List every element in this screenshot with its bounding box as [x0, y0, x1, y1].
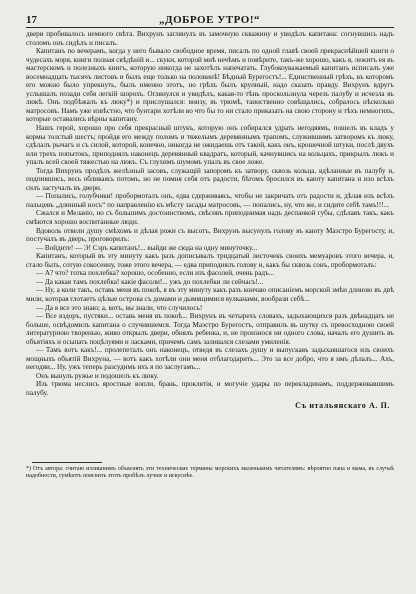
paragraph: Капитанъ, который въ эту минуту какъ разъ дописывалъ тридцатый листочекъ своихъ мемуаровъ этого вечера, и, стало быть, сотую сокосеину, тоже этого вечера, — едва приподнялъ голову и, какъ бы сквозь сонъ, пробормоталъ:	[26, 252, 394, 269]
paragraph: двери пробивалось немного свѣта. Вихрунъ заглянулъ въ замочную скважину и увидѣлъ капитана: согнувшись надъ столомъ онъ сидѣлъ и писалъ.	[26, 30, 394, 47]
paragraph: Сжался и Меланіо, но съ большимъ достоинствомъ, свѣсивъ приподнимая надъ деспанкой губы, сдѣлавъ такъ, какъ смѣются хорошо воспитанные люди.	[26, 209, 394, 227]
paragraph: — Ну, а коли такъ, оставь меня въ покоѣ, я въ эту минуту какъ разъ кончаю описаніемъ морской змѣи длиною въ двѣ мили, которая глотаетъ цѣлые острова съ домами и дымящимися вулканами, вообрази себѣ...	[26, 286, 394, 303]
paragraph: Тогда Вихрунъ продѣлъ желѣзный засовъ, служащій запоромъ къ затвору, сквозь кольца, вдѣланные въ палубу и, подпившись, весь обливаясь потомъ, но не помня себя отъ радости, бѣгомъ бросился въ каюту капитана и изо всѣхъ силъ застучалъ въ двери.	[26, 166, 394, 192]
article-body	[26, 30, 394, 398]
paragraph: — Войдите! — Э! Сэръ капитанъ!... выйди же сюда на одну минуточку...	[36, 243, 258, 252]
footnote: *) Отъ автора: считаю излишнимъ объяснять эти технические термины морскихъ маленькимъ читателямъ: вѣроятно папа и мама, въ случаѣ надобности, сумѣютъ пояснить этотъ пробѣлъ лучше и искуснѣе.	[26, 465, 394, 479]
paragraph: — Все вздоръ, пустяки... оставь меня въ покоѣ... Вихрунъ въ четырехъ словахъ, задыхающихся разъ двѣнадцать не больше, освѣдомилъ капитана о случившемся. Тогда Маэстро Бурегостъ, отправилъ въ шутку съ превосходною своей литературною творенью, живо открылъ двери, обнялъ ребенка, и, не произнося ни одного слова, началъ его душить въ объятіяхъ и осыпать поцѣлуями и ласками, причемъ самъ заливался слезами умиленія.	[26, 312, 394, 346]
paragraph: — Попались, голубчики! пробормоталъ онъ, едва сдерживаясь, чтобы не закричать отъ радости и, дѣлая изъ всѣхъ пальцевъ „длинный носъ“ по направленію къ мѣсту засады матросовъ, — попались, ну, что же, и сидите себѣ тамъ!!!...	[26, 192, 394, 209]
paragraph: — Да какая тамъ похлебка! какіе фасоли!... ужъ до похлебки ли сейчасъ!...	[36, 277, 264, 286]
page-header	[26, 14, 394, 28]
footnote-divider	[32, 462, 102, 463]
paragraph: — Да я все это знаю; а, вотъ, вы знали, что случилось!	[36, 303, 203, 312]
journal-title: „ДОБРОЕ УТРО!“	[159, 14, 260, 26]
paragraph: Изъ трюма неслись яростные вопли, брань, проклятія, и могучіе удары по перекладинамъ, поддерживавшимъ палубу.	[26, 380, 394, 397]
paragraph: — А? что? тотка похлебка? хорошо, особенно, если изъ фасолей, очень радъ...	[36, 269, 275, 278]
paragraph: Капитанъ по вечерамъ, когда у него бывало свободное время, писалъ по одной главѣ своей прекраснѣйшей книги о чудесахъ моря, книги полная свѣдѣній и... скуки, которой мнѣ нечѣмъ и повѣрите, такъ-же хорошо, какъ я, лежитъ ея въ мастерскомъ и полезныхъ книгъ, которую никогда не захотѣлъ напечатать. Глубокоуважаемый капитанъ исписалъ уже восемнадцать тысячъ листовъ и былъ еще только на половинѣ! Бѣдный Бурегостъ!... Единственный грѣхъ, въ которомъ его можно было упрекнуть, былъ именно этотъ, но грѣхъ былъ крупный, надо сказать правду. Вихрунъ вдругъ услышалъ позади себя легкій шорохъ. Оглянулся и увидѣлъ, какая-то тѣнь проскользнула черезъ палубу и исчезла въ люкѣ. Онъ подбѣжалъ къ люку*) и прислушался: внизу, въ трюмѣ, таинственно совѣщались, собралось нѣсколько матросовъ. Намъ уже извѣстно, что бунтари хотѣли во что бы то ни стало приказать на свою сторону и тѣхъ немногихъ, которые оставались вѣрны капитану.	[26, 47, 394, 124]
paragraph: — Тамъ вотъ какъ!... пролепеталъ онъ наконецъ, отведя въ слезахъ душу и выпускавъ задыхавшагося изъ своихъ мощныхъ объятій Вихруна, — вотъ какъ хотѣли они меня отблагодарить... Это за все добро, что я имъ дѣлалъ... Ахъ, негодяи... Ну, ужъ теперь разсудимъ ихъ я по заслугамъ...	[26, 346, 394, 372]
paragraph: Онъ вынулъ ружье и подошелъ къ люку.	[36, 371, 159, 380]
paragraph: Вдоволь отвели душу смѣхомъ и дѣлая рожи съ высотъ, Вихрунъ высунулъ голову въ каюту Маэстро Бурегосту, и, постучалъ въ дверь, проговорилъ:	[26, 226, 394, 244]
page-number: 17	[26, 14, 37, 26]
paragraph: Нашъ герой, хорошо про себя прекрасный штукъ, которую онъ собирался удрать негодяямъ, пошелъ въ кладъ у кормы толстый шестъ; пройдя его между поломъ и тяжелымъ деревяннымъ трапомъ, служившимъ затворомъ къ люку, сдѣлалъ рычагъ и съ силой, которой, конечно, никогда не ожидаешь отъ такой, какъ онъ, крошечной штуки, послѣ двухъ или трехъ попытокъ, приподнялъ наконецъ деревянный квадратъ, который, качнувшись на кольцахъ, прикрылъ люкъ и упалъ всей своей тяжестью на люкъ. Съ глухимъ шумомъ упалъ въ свое ложе.	[26, 124, 394, 167]
translator-signature: Съ итальянскаго А. П.	[295, 400, 390, 410]
